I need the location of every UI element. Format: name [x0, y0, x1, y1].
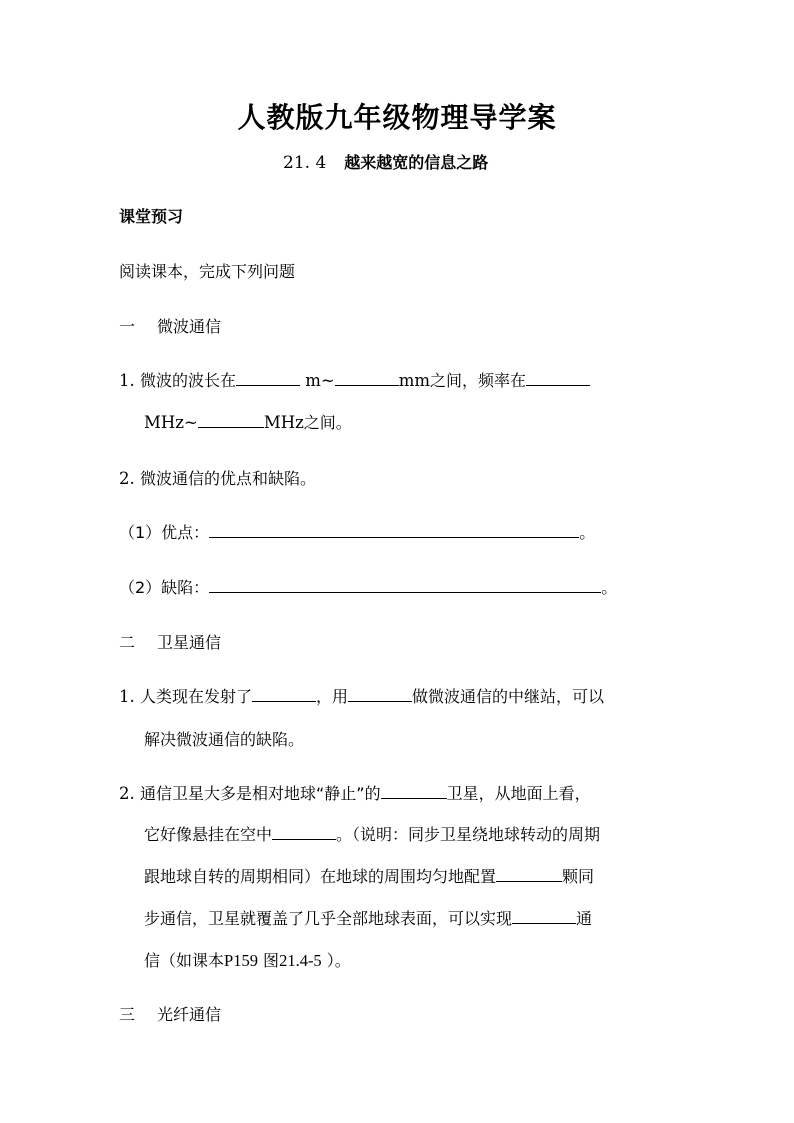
blank-count[interactable] [496, 866, 562, 882]
s1-q1-text-a: 微波的波长在 [140, 371, 237, 390]
s1-q1-unit-m: m~ [305, 371, 335, 390]
section-3-title: 光纤通信 [157, 1005, 222, 1024]
lesson-heading [283, 150, 488, 173]
s2-q2-text-i: 信（如课本 [144, 951, 225, 970]
s1-q1-number: 1. [119, 371, 135, 390]
s2-q2-text-b: 卫星，从地面上看， [446, 784, 591, 803]
page-title: 人教版九年级物理导学案 [237, 101, 557, 134]
s1-q2-text: 微波通信的优点和缺陷。 [140, 469, 317, 488]
s2-q2-text-k: 图 [263, 951, 280, 970]
defects-end: 。 [601, 578, 618, 597]
s1-q1-text-g: 之间。 [303, 413, 352, 432]
section-1-title: 微波通信 [157, 317, 222, 336]
blank-satellite[interactable] [252, 686, 316, 702]
s2-q1-text-b: ，用 [316, 687, 349, 706]
blank-frequency-max[interactable] [198, 412, 264, 428]
s2-q2-line2 [144, 822, 600, 845]
blank-global[interactable] [512, 908, 576, 924]
lesson-number: 21. 4 [283, 153, 327, 173]
section-2-heading [119, 630, 221, 653]
advantages-label: （1）优点： [119, 523, 210, 542]
figure-ref: 21.4-5 [279, 951, 322, 970]
lesson-title: 越来越宽的信息之路 [344, 153, 489, 172]
s1-q2-number: 2. [119, 469, 135, 488]
s2-q2-line3 [144, 864, 594, 887]
s2-q2-text-h: 通 [576, 909, 593, 928]
s2-q1-text-a: 人类现在发射了 [140, 687, 253, 706]
blank-sync[interactable] [381, 783, 447, 799]
blank-advantages[interactable] [209, 522, 579, 538]
section-2-marker: 二 [119, 633, 136, 652]
section-3-marker: 三 [119, 1005, 136, 1024]
s2-q2-text-d: 。（说明：同步卫星绕地球转动的周期 [336, 825, 601, 844]
s2-q2-text-m: ）。 [326, 951, 351, 970]
page-ref: P159 [224, 951, 258, 970]
s2-q2-text-a: 通信卫星大多是相对地球“静止”的 [140, 784, 381, 803]
s1-q1-unit-mhz-1: MHz~ [144, 413, 198, 432]
s2-q1-line2: 解决微波通信的缺陷。 [144, 730, 305, 749]
defects-label: （2）缺陷： [119, 578, 210, 597]
section-1-marker: 一 [119, 317, 136, 336]
s1-q1-line1 [119, 368, 590, 391]
preview-heading: 课堂预习 [119, 207, 184, 226]
blank-frequency-min[interactable] [526, 370, 590, 386]
s2-q2-text-e: 跟地球自转的周期相同）在地球的周围均匀地配置 [144, 867, 497, 886]
s1-q1-unit-mhz-2: MHz [263, 413, 304, 432]
preview-instruction: 阅读课本，完成下列问题 [119, 262, 296, 281]
s2-q2-line1 [119, 781, 591, 804]
s2-q2-text-c: 它好像悬挂在空中 [144, 825, 273, 844]
s2-q2-line4 [144, 906, 592, 929]
blank-relay[interactable] [348, 686, 412, 702]
blank-wavelength-max[interactable] [236, 370, 300, 386]
s2-q2-text-f: 颗同 [562, 867, 595, 886]
s1-q2 [119, 466, 316, 489]
section-3-heading [119, 1002, 221, 1025]
s2-q2-line5 [144, 948, 351, 971]
blank-wavelength-min[interactable] [335, 370, 399, 386]
s2-q2-number: 2. [119, 784, 135, 803]
s1-q1-text-d: 之间，频率在 [430, 371, 527, 390]
s2-q1-line1 [119, 684, 604, 707]
s1-q2-advantages [119, 520, 595, 543]
s1-q1-unit-mm: mm [398, 371, 431, 390]
s2-q1-number: 1. [119, 687, 135, 706]
section-1-heading [119, 314, 221, 337]
advantages-end: 。 [579, 523, 596, 542]
blank-still[interactable] [272, 824, 336, 840]
s1-q2-defects [119, 575, 617, 598]
s1-q1-line2 [144, 410, 352, 433]
section-2-title: 卫星通信 [157, 633, 222, 652]
blank-defects[interactable] [209, 577, 601, 593]
s2-q1-text-c: 做微波通信的中继站，可以 [412, 687, 605, 706]
s2-q2-text-g: 步通信，卫星就覆盖了几乎全部地球表面，可以实现 [144, 909, 513, 928]
